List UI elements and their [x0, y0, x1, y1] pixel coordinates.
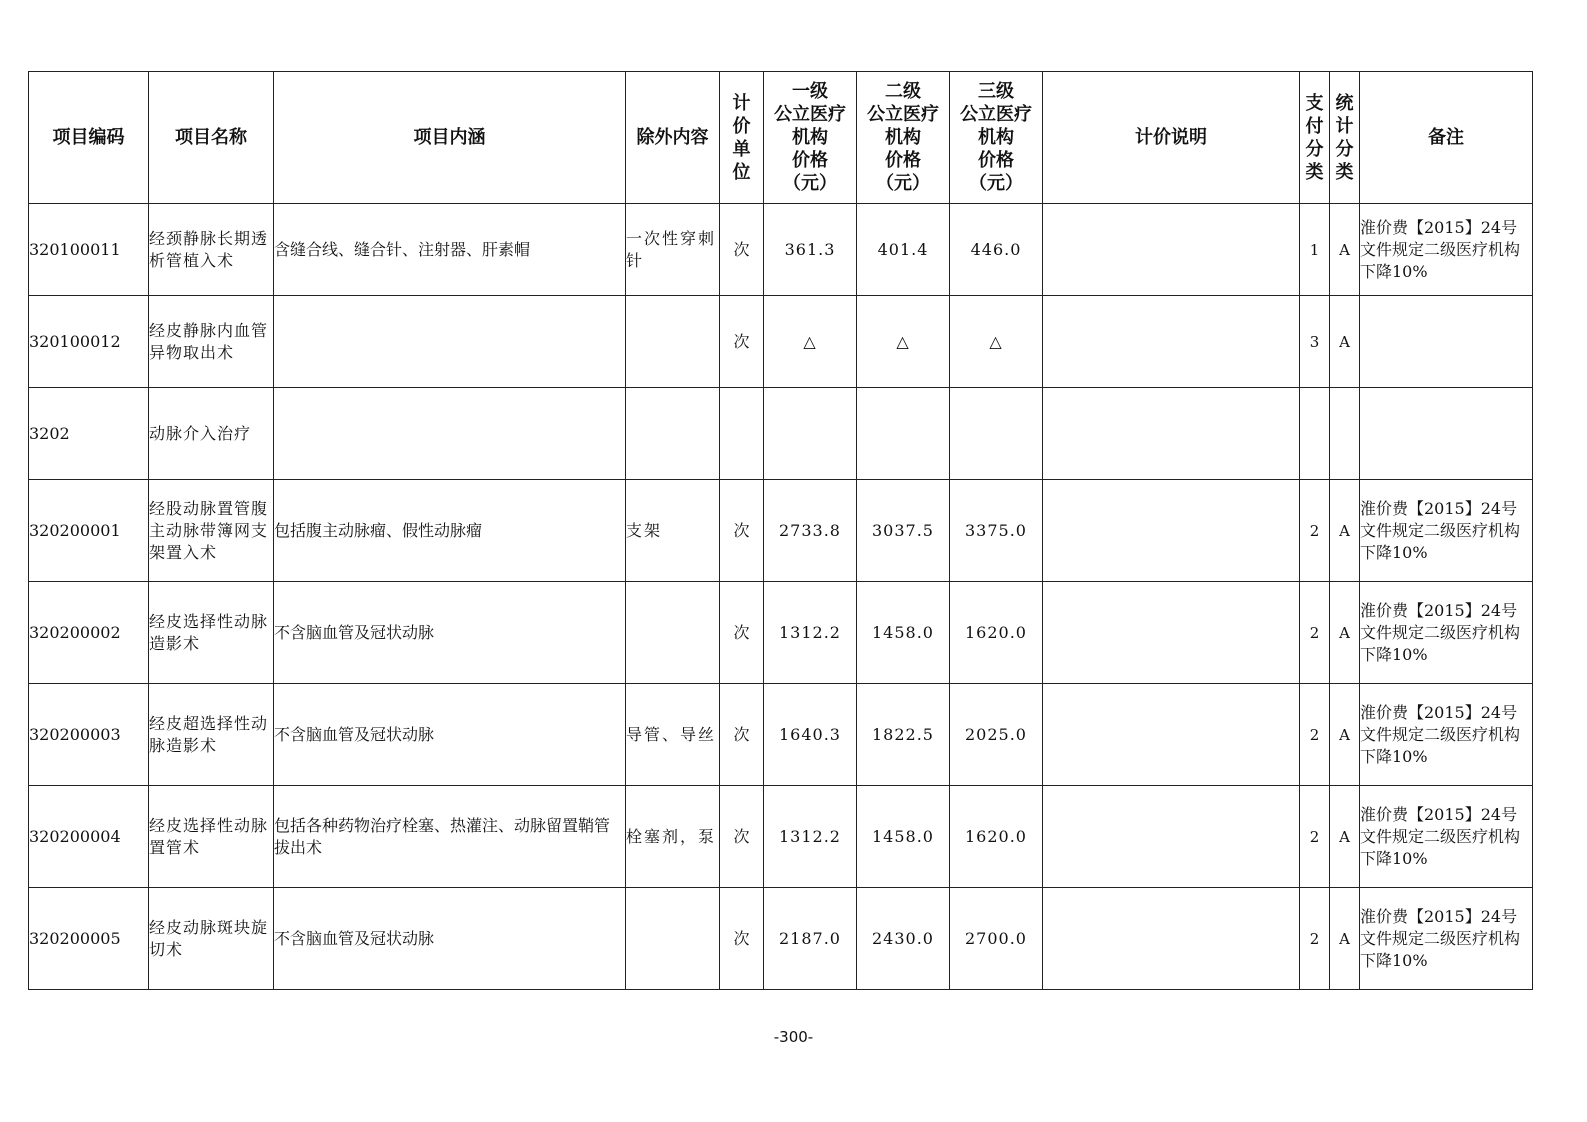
cell-stat-category: A — [1330, 684, 1360, 786]
page-number: -300- — [773, 1028, 814, 1046]
cell-stat-category: A — [1330, 888, 1360, 990]
cell-code: 320200001 — [29, 480, 149, 582]
cell-unit: 次 — [720, 786, 764, 888]
cell-price-level2: 401.4 — [857, 204, 950, 296]
header-level2-line: 价格 — [885, 150, 921, 171]
cell-price-level2: △ — [857, 296, 950, 388]
cell-name: 经皮静脉内血管异物取出术 — [149, 296, 274, 388]
cell-code: 320100012 — [29, 296, 149, 388]
cell-name: 经颈静脉长期透析管植入术 — [149, 204, 274, 296]
cell-stat-category: A — [1330, 582, 1360, 684]
cell-code: 320200005 — [29, 888, 149, 990]
cell-content: 不含脑血管及冠状动脉 — [274, 684, 626, 786]
cell-remark: 淮价费【2015】24号文件规定二级医疗机构下降10% — [1360, 480, 1533, 582]
header-level2-line: 公立医疗 — [867, 104, 939, 125]
header-level3-line: 公立医疗 — [960, 104, 1032, 125]
table-row — [29, 480, 1533, 582]
cell-price-level2: 1458.0 — [857, 582, 950, 684]
header-level1-line: 价格 — [792, 150, 828, 171]
cell-content — [274, 296, 626, 388]
cell-code: 3202 — [29, 388, 149, 480]
cell-pricing-note — [1043, 480, 1300, 582]
cell-remark: 淮价费【2015】24号文件规定二级医疗机构下降10% — [1360, 888, 1533, 990]
table-row — [29, 684, 1533, 786]
cell-unit: 次 — [720, 480, 764, 582]
cell-name: 经皮选择性动脉置管术 — [149, 786, 274, 888]
cell-pricing-note — [1043, 388, 1300, 480]
cell-content: 包括腹主动脉瘤、假性动脉瘤 — [274, 480, 626, 582]
cell-payment-category: 3 — [1300, 296, 1330, 388]
cell-price-level1: 1640.3 — [764, 684, 857, 786]
table-row — [29, 204, 1533, 296]
cell-price-level3 — [950, 388, 1043, 480]
cell-pricing-note — [1043, 582, 1300, 684]
cell-unit: 次 — [720, 204, 764, 296]
header-payment-category: 支付分类 — [1300, 72, 1330, 204]
cell-unit: 次 — [720, 888, 764, 990]
cell-pricing-note — [1043, 684, 1300, 786]
cell-code: 320200002 — [29, 582, 149, 684]
cell-remark — [1360, 296, 1533, 388]
header-level1-line: 一级 — [792, 81, 828, 102]
header-name: 项目名称 — [149, 72, 274, 204]
header-stat-category: 统计分类 — [1330, 72, 1360, 204]
cell-remark: 淮价费【2015】24号文件规定二级医疗机构下降10% — [1360, 582, 1533, 684]
cell-exclusions — [626, 296, 720, 388]
cell-price-level2: 2430.0 — [857, 888, 950, 990]
header-level1-line: （元） — [783, 173, 837, 194]
header-row — [29, 72, 1533, 204]
cell-exclusions: 栓塞剂，泵 — [626, 786, 720, 888]
cell-stat-category: A — [1330, 296, 1360, 388]
cell-price-level2 — [857, 388, 950, 480]
table-row — [29, 888, 1533, 990]
cell-unit: 次 — [720, 296, 764, 388]
header-level3-line: 机构 — [978, 127, 1014, 148]
header-level3-line: 价格 — [978, 150, 1014, 171]
header-level2-line: 二级 — [885, 81, 921, 102]
header-level3-line: 三级 — [978, 81, 1014, 102]
cell-price-level1: 2187.0 — [764, 888, 857, 990]
cell-exclusions — [626, 388, 720, 480]
cell-content: 不含脑血管及冠状动脉 — [274, 888, 626, 990]
cell-price-level1: 1312.2 — [764, 582, 857, 684]
cell-name: 经皮动脉斑块旋切术 — [149, 888, 274, 990]
cell-pricing-note — [1043, 888, 1300, 990]
header-code: 项目编码 — [29, 72, 149, 204]
cell-payment-category — [1300, 388, 1330, 480]
cell-remark: 淮价费【2015】24号文件规定二级医疗机构下降10% — [1360, 684, 1533, 786]
cell-unit: 次 — [720, 582, 764, 684]
cell-price-level3: 1620.0 — [950, 786, 1043, 888]
table-row — [29, 388, 1533, 480]
cell-payment-category: 2 — [1300, 582, 1330, 684]
header-level3-line: （元） — [969, 173, 1023, 194]
cell-price-level1: 1312.2 — [764, 786, 857, 888]
cell-pricing-note — [1043, 296, 1300, 388]
header-level2-line: （元） — [876, 173, 930, 194]
cell-exclusions: 导管、导丝 — [626, 684, 720, 786]
cell-price-level2: 1822.5 — [857, 684, 950, 786]
table-row — [29, 582, 1533, 684]
header-level1-line: 公立医疗 — [774, 104, 846, 125]
cell-remark: 淮价费【2015】24号文件规定二级医疗机构下降10% — [1360, 786, 1533, 888]
table-row — [29, 296, 1533, 388]
cell-pricing-note — [1043, 204, 1300, 296]
header-remark: 备注 — [1360, 72, 1533, 204]
cell-content: 包括各种药物治疗栓塞、热灌注、动脉留置鞘管拔出术 — [274, 786, 626, 888]
cell-exclusions: 一次性穿刺针 — [626, 204, 720, 296]
cell-name: 经股动脉置管腹主动脉带簿网支架置入术 — [149, 480, 274, 582]
header-level2-price — [857, 72, 950, 204]
cell-name: 经皮选择性动脉造影术 — [149, 582, 274, 684]
header-content: 项目内涵 — [274, 72, 626, 204]
cell-price-level1: △ — [764, 296, 857, 388]
cell-payment-category: 2 — [1300, 888, 1330, 990]
cell-content — [274, 388, 626, 480]
table-row — [29, 786, 1533, 888]
header-pricing-note: 计价说明 — [1043, 72, 1300, 204]
cell-code: 320200004 — [29, 786, 149, 888]
cell-price-level3: △ — [950, 296, 1043, 388]
cell-payment-category: 1 — [1300, 204, 1330, 296]
cell-name: 经皮超选择性动脉造影术 — [149, 684, 274, 786]
cell-pricing-note — [1043, 786, 1300, 888]
header-level1-line: 机构 — [792, 127, 828, 148]
cell-remark: 淮价费【2015】24号文件规定二级医疗机构下降10% — [1360, 204, 1533, 296]
price-table — [28, 71, 1533, 990]
cell-unit — [720, 388, 764, 480]
cell-exclusions — [626, 582, 720, 684]
cell-price-level1: 2733.8 — [764, 480, 857, 582]
cell-price-level1: 361.3 — [764, 204, 857, 296]
cell-stat-category — [1330, 388, 1360, 480]
cell-stat-category: A — [1330, 204, 1360, 296]
cell-price-level2: 1458.0 — [857, 786, 950, 888]
cell-price-level3: 1620.0 — [950, 582, 1043, 684]
cell-price-level2: 3037.5 — [857, 480, 950, 582]
cell-payment-category: 2 — [1300, 786, 1330, 888]
cell-stat-category: A — [1330, 786, 1360, 888]
header-level2-line: 机构 — [885, 127, 921, 148]
cell-remark — [1360, 388, 1533, 480]
header-unit: 计价单位 — [720, 72, 764, 204]
cell-code: 320100011 — [29, 204, 149, 296]
header-level3-price — [950, 72, 1043, 204]
cell-code: 320200003 — [29, 684, 149, 786]
cell-price-level3: 446.0 — [950, 204, 1043, 296]
cell-unit: 次 — [720, 684, 764, 786]
cell-exclusions: 支架 — [626, 480, 720, 582]
cell-payment-category: 2 — [1300, 684, 1330, 786]
cell-price-level3: 2700.0 — [950, 888, 1043, 990]
cell-exclusions — [626, 888, 720, 990]
cell-name: 动脉介入治疗 — [149, 388, 274, 480]
header-level1-price — [764, 72, 857, 204]
cell-stat-category: A — [1330, 480, 1360, 582]
cell-payment-category: 2 — [1300, 480, 1330, 582]
cell-price-level3: 2025.0 — [950, 684, 1043, 786]
cell-price-level3: 3375.0 — [950, 480, 1043, 582]
cell-price-level1 — [764, 388, 857, 480]
cell-content: 不含脑血管及冠状动脉 — [274, 582, 626, 684]
cell-content: 含缝合线、缝合针、注射器、肝素帽 — [274, 204, 626, 296]
header-exclusions: 除外内容 — [626, 72, 720, 204]
